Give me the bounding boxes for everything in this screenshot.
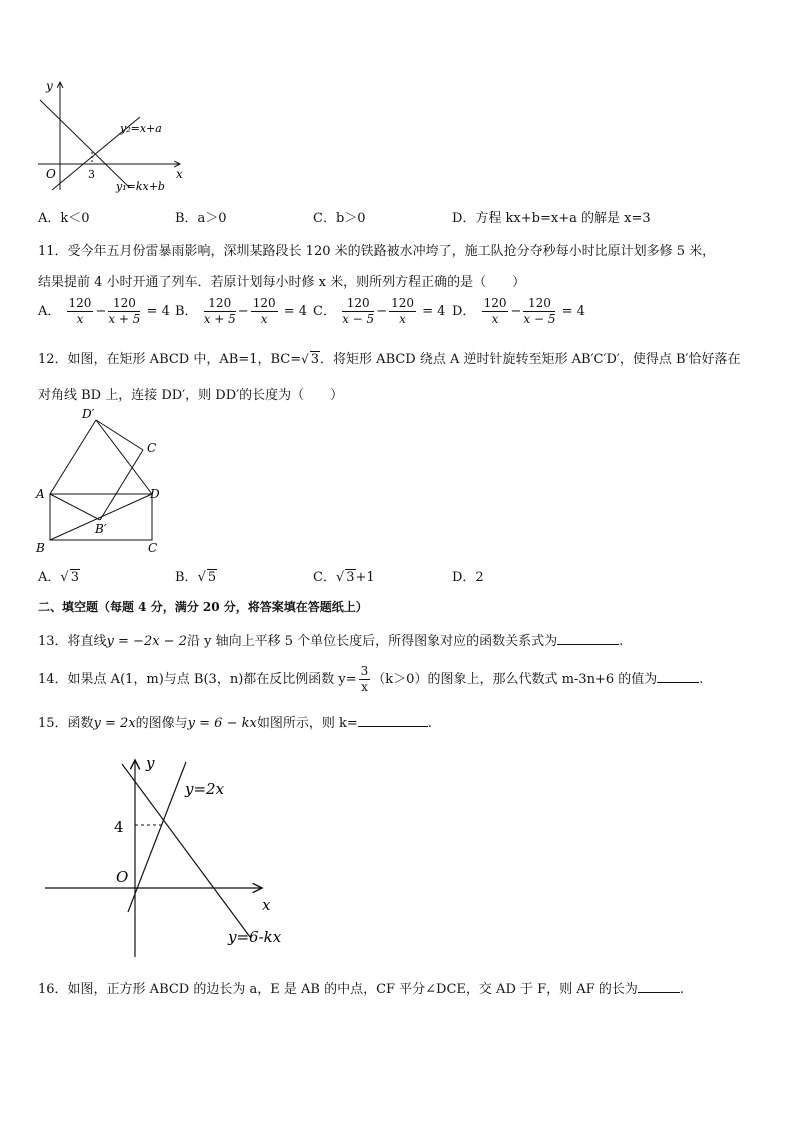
q11-c-minus: −	[376, 304, 388, 319]
q11-d-den2: x − 5	[523, 312, 556, 326]
q11-b-frac1	[204, 296, 236, 327]
q15-origin: O	[116, 868, 129, 886]
q11-option-b	[175, 296, 307, 327]
q15-expr2: y = 6 − kx	[187, 716, 257, 731]
q11-a-den1: x	[76, 312, 84, 326]
q11-b-minus: −	[237, 304, 249, 319]
q10-option-d: D．方程 kx+b=x+a 的解是 x=3	[452, 211, 651, 226]
q11-d-frac1	[482, 296, 509, 327]
q11-d-den1: x	[491, 312, 499, 326]
q10-label-y1: y₁=kx+b	[116, 180, 165, 193]
q15-axis-x: x	[262, 896, 271, 914]
q11-c-eq: = 4	[422, 304, 446, 319]
q10-graph	[30, 72, 200, 197]
q15-label-y6kx: y=6-kx	[228, 928, 282, 946]
q12-a-radicand: 3	[70, 570, 79, 585]
q11-d-eq: = 4	[561, 304, 585, 319]
q10-option-c: C．b＞0	[313, 211, 366, 226]
q11-a-minus: −	[95, 304, 107, 319]
q11-option-c	[313, 296, 445, 327]
q16-end: .	[679, 982, 684, 997]
q12-b-label: B．	[175, 570, 198, 585]
q12-text-b: ．将矩形 ABCD 绕点 A 逆时针旋转至矩形 AB′C′D′，使得点 B′恰好落在	[320, 352, 741, 367]
q11-b-eq: = 4	[283, 304, 308, 319]
q15-answer-blank[interactable]	[358, 714, 428, 727]
q11-d-minus: −	[510, 304, 522, 319]
q10-origin: O	[46, 167, 56, 181]
q15-text-a: 15．函数	[38, 716, 94, 731]
q11-d-num1: 120	[483, 296, 507, 310]
q12-rectangle-figure	[30, 400, 180, 560]
q11-d-frac2	[523, 296, 555, 327]
q12-c-radicand: 3	[346, 570, 355, 585]
q13-text-a: 13．将直线	[38, 634, 107, 649]
q12-label-d: D	[150, 487, 160, 501]
q15-text-b: 的图像与	[135, 716, 188, 731]
q11-b-num1: 120	[204, 296, 236, 312]
q14-text	[38, 664, 703, 695]
q14-num: 3	[360, 664, 369, 678]
q12-option-b: B．√ 5	[175, 570, 217, 585]
q12-label-b-prime: B′	[95, 522, 107, 536]
q11-a-frac1	[67, 296, 94, 327]
q11-c-den1: x − 5	[342, 312, 375, 326]
q11-d-num2: 120	[523, 296, 555, 312]
q13-text-b: 沿 y 轴向上平移 5 个单位长度后，所得图象对应的函数关系式为	[186, 634, 558, 649]
q10-label-y2: y₂=x+a	[120, 122, 162, 135]
q11-b-label: B．	[175, 304, 198, 319]
q12-label-c-prime: C	[147, 441, 157, 455]
q13-expr: y = −2x − 2	[106, 634, 187, 649]
q11-c-label: C．	[313, 304, 336, 319]
q12-label-b: B	[36, 541, 45, 555]
q12-sqrt3: 3	[310, 352, 320, 367]
q11-c-frac1	[342, 296, 374, 327]
q12-a-label: A．	[38, 570, 61, 585]
q11-a-frac2	[108, 296, 140, 327]
q15-graph	[40, 752, 300, 962]
q15-axis-y: y	[146, 754, 155, 772]
q14-text-a: 14．如果点 A(1，m)与点 B(3，n)都在反比例函数 y=	[38, 672, 357, 687]
q11-b-den1: x + 5	[203, 312, 236, 326]
q12-option-c: C．√ 3+1	[313, 570, 375, 585]
q14-end: .	[699, 672, 704, 687]
q13-answer-blank[interactable]	[557, 632, 619, 645]
q16-text-main: 16．如图，正方形 ABCD 的边长为 a，E 是 AB 的中点，CF 平分∠DCE，交 AD 于 F，则 AF 的长为	[38, 982, 638, 997]
q12-option-d: D．2	[452, 570, 484, 585]
q11-b-frac2	[251, 296, 278, 327]
q12-text-line2: 对角线 BD 上，连接 DD′，则 DD′的长度为（ ）	[38, 388, 344, 403]
q10-tick-3: 3	[88, 168, 95, 181]
q15-text	[38, 712, 432, 731]
q11-c-num1: 120	[342, 296, 374, 312]
q12-text-line1: 12．如图，在矩形 ABCD 中，AB=1，BC=√ 3．将矩形 ABCD 绕点 A 逆时针旋转至矩形 AB′C′D′，使得点 B′恰好落在	[38, 352, 741, 367]
q11-b-num2: 120	[252, 296, 276, 310]
q14-answer-blank[interactable]	[657, 670, 699, 683]
q11-d-label: D．	[452, 304, 476, 319]
q12-label-c: C	[148, 541, 158, 555]
q12-label-a: A	[36, 487, 45, 501]
q11-c-den2: x	[399, 312, 406, 326]
q11-a-num1: 120	[68, 296, 92, 310]
q10-option-b: B．a＞0	[175, 211, 227, 226]
q11-c-num2: 120	[391, 296, 414, 310]
q12-c-label: C．	[313, 570, 336, 585]
q12-b-radicand: 5	[207, 570, 217, 585]
q11-a-eq: = 4	[146, 304, 170, 319]
q11-b-den2: x	[260, 312, 268, 326]
q13-text	[38, 630, 623, 649]
q16-answer-blank[interactable]	[638, 980, 680, 993]
q11-text-line1: 11．受今年五月份雷暴雨影响，深圳某路段长 120 米的铁路被水冲垮了，施工队抢分夺秒每小时比原计划多修 5 米，	[38, 244, 716, 259]
q12-c-tail: +1	[355, 570, 375, 585]
q11-a-num2: 120	[108, 296, 140, 312]
q16-text	[38, 978, 684, 997]
q10-axis-x: x	[176, 167, 183, 181]
q10-axis-y: y	[46, 79, 53, 93]
q14-frac	[359, 664, 371, 695]
q14-den: x	[361, 680, 368, 694]
q15-expr1: y = 2x	[93, 716, 136, 731]
q11-a-label: A．	[38, 304, 61, 319]
section-title-fill-in: 二、填空题（每题 4 分，满分 20 分，将答案填在答题纸上）	[38, 600, 368, 614]
q11-option-a	[38, 296, 170, 327]
q15-tick-4: 4	[114, 818, 124, 836]
q12-option-a: A．√ 3	[38, 570, 79, 585]
q11-a-den2: x + 5	[108, 312, 141, 326]
q11-option-d	[452, 296, 585, 327]
q11-text-line2: 结果提前 4 小时开通了列车．若原计划每小时修 x 米，则所列方程正确的是（ ）	[38, 275, 526, 290]
q15-text-c: 如图所示，则 k=	[256, 716, 358, 731]
q15-end: .	[427, 716, 432, 731]
q10-option-a: A．k＜0	[38, 211, 90, 226]
q12-label-d-prime: D′	[82, 407, 95, 421]
q14-text-b: （k＞0）的图象上，那么代数式 m-3n+6 的值为	[372, 672, 658, 687]
q11-c-frac2	[389, 296, 416, 327]
q12-text-a: 12．如图，在矩形 ABCD 中，AB=1，BC=	[38, 352, 302, 367]
q13-end: .	[619, 634, 624, 649]
q15-label-y2x: y=2x	[185, 780, 225, 798]
